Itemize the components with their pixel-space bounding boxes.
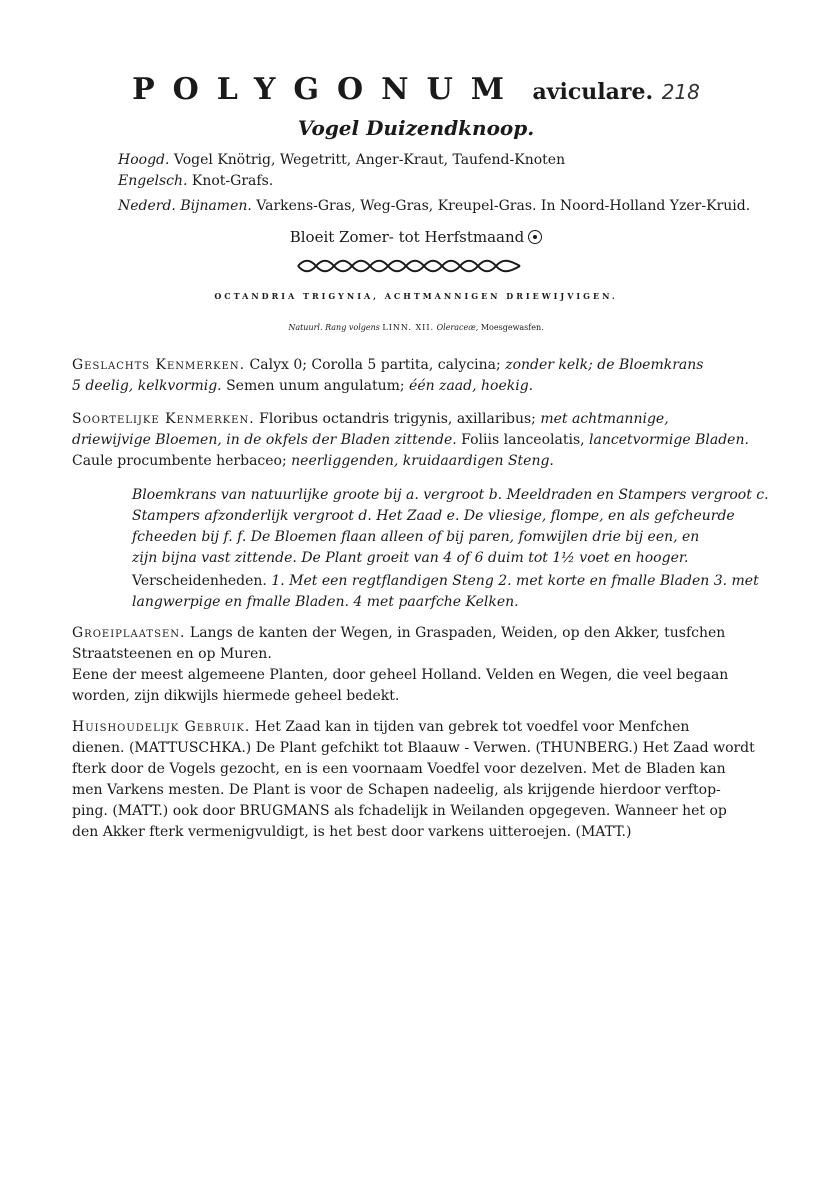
household-use-line: ping. (MATT.) ook door BRUGMANS als fchadelijk in Weilanden opgegeven. Wanneer het op [72,803,727,819]
household-use-line: Huishoudelijk Gebruik. Het Zaad kan in tijden van gebrek tot voedfel voor Menfchen [72,719,690,735]
habitat-line: Groeiplaatsen. Langs de kanten der Wegen, in Graspaden, Weiden, op den Akker, tusfchen [72,625,726,641]
flowering-period: Bloeit Zomer- tot Herfstmaand [0,228,832,246]
section-heading: Groeiplaatsen. [72,625,186,641]
synonym-names: Varkens-Gras, Weg-Gras, Kreupel-Gras. In Noord-Holland Yzer-Kruid. [256,198,751,214]
habitat-line: worden, zijn dikwijls hiermede geheel bedekt. [72,688,400,704]
section-heading: Geslachts Kenmerken. [72,357,246,373]
household-use-line: men Varkens mesten. De Plant is voor de Schapen nadeelig, als krijgende hierdoor verftop- [72,782,721,798]
synonym-line [118,198,750,214]
varieties-line: Verscheidenheden. 1. Met een regtflandigen Steng 2. met korte en fmalle Bladen 3. met [132,573,759,589]
figure-note-line: Bloemkrans van natuurlijke groote bij a. vergroot b. Meeldraden en Stampers vergroot c. [132,487,769,503]
household-use-line: den Akker fterk vermenigvuldigt, is het best door varkens uitteroejen. (MATT.) [72,824,632,840]
synonym-language: Engelsch. [118,173,188,189]
section-heading: Soortelijke Kenmerken. [72,411,255,427]
natural-rank: Natuurl. Rang volgens LINN. XII. Oleraceæ, Moesgewasfen. [288,323,544,332]
linnaean-class: OCTANDRIA TRIGYNIA, ACHTMANNIGEN DRIEWIJVIGEN. [214,291,618,301]
varieties-line: langwerpige en fmalle Bladen. 4 met paarfche Kelken. [132,594,519,610]
habitat-line: Eene der meest algemeene Planten, door geheel Holland. Velden en Wegen, die veel begaan [72,667,729,683]
figure-note-line: Stampers afzonderlijk vergroot d. Het Zaad e. De vliesige, flompe, en als gefcheurde [132,508,735,524]
genus-title: POLYGONUM [132,72,522,107]
genus-characters-line: Geslachts Kenmerken. Calyx 0; Corolla 5 partita, calycina; zonder kelk; de Bloemkrans [72,357,704,373]
synonym-line [118,173,273,189]
dutch-name: Vogel Duizendknoop. [297,116,535,140]
household-use-line: fterk door de Vogels gezocht, en is een voornaam Voedfel voor dezelven. Met de Bladen kan [72,761,726,777]
figure-note-line: zijn bijna vast zittende. De Plant groeit van 4 of 6 duim tot 1½ voet en hooger. [132,550,689,566]
synonym-names: Vogel Knötrig, Wegetritt, Anger-Kraut, Taufend-Knoten [173,152,566,168]
title-row [0,72,832,107]
figure-note-line: fcheeden bij f. f. De Bloemen flaan alleen of bij paren, fomwijlen drie bij een, en [132,529,700,545]
ornament-divider-icon [296,259,522,273]
synonym-language: Nederd. Bijnamen. [118,198,252,214]
annual-symbol-icon [528,230,542,244]
species-name: aviculare. [532,79,654,105]
genus-characters-line: 5 deelig, kelkvormig. Semen unum angulatum; één zaad, hoekig. [72,378,534,394]
household-use-line: dienen. (MATTUSCHKA.) De Plant gefchikt tot Blaauw - Verwen. (THUNBERG.) Het Zaad wordt [72,740,755,756]
synonym-line [118,152,565,168]
species-characters-line: driewijvige Bloemen, in de okfels der Bladen zittende. Foliis lanceolatis, lancetvormige Bladen. [72,432,749,448]
species-characters-line: Soortelijke Kenmerken. Floribus octandris trigynis, axillaribus; met achtmannige, [72,411,669,427]
habitat-line: Straatsteenen en op Muren. [72,646,272,662]
synonym-language: Hoogd. [118,152,170,168]
species-characters-line: Caule procumbente herbaceo; neerliggenden, kruidaardigen Steng. [72,453,554,469]
handwritten-page-number: 218 [661,80,700,104]
synonym-names: Knot-Grafs. [191,173,274,189]
section-heading: Huishoudelijk Gebruik. [72,719,251,735]
